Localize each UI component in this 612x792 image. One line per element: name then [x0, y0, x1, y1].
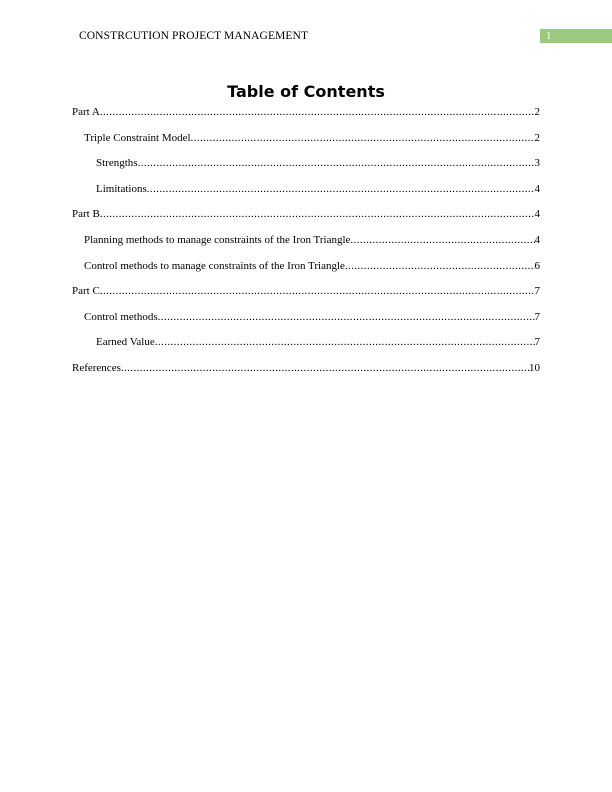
toc-entry-label: Earned Value [96, 336, 155, 349]
toc-entry-strengths[interactable] [96, 155, 540, 171]
dot-leader [121, 360, 529, 376]
toc-entry-page: 7 [534, 336, 540, 349]
toc-entry-label: Limitations [96, 182, 147, 195]
dot-leader [100, 206, 535, 222]
toc-entry-label: Part B [72, 208, 100, 221]
page-number: 1 [546, 30, 552, 42]
running-header-title: CONSTRCUTION PROJECT MANAGEMENT [79, 30, 309, 42]
toc-entry-label: Control methods to manage constraints of the Iron Triangle [84, 259, 345, 272]
dot-leader [191, 130, 535, 146]
dot-leader [155, 334, 535, 350]
toc-entry-limitations[interactable] [96, 181, 540, 197]
page-number-badge [540, 29, 612, 43]
dot-leader [158, 309, 535, 325]
toc-entry-control-methods[interactable] [84, 309, 540, 325]
toc-entry-control-methods-iron-triangle[interactable] [84, 258, 540, 274]
toc-entry-label: Strengths [96, 157, 138, 170]
toc-entry-page: 4 [534, 234, 540, 246]
toc-entry-label: References [72, 362, 121, 374]
toc-entry-label: Planning methods to manage constraints of the Iron Triangle [84, 234, 351, 246]
dot-leader [138, 155, 535, 171]
dot-leader [100, 104, 535, 120]
toc-entry-page: 2 [534, 106, 540, 118]
toc-entry-label: Part A [72, 106, 100, 118]
dot-leader [345, 258, 535, 274]
toc-entry-page: 3 [534, 157, 540, 170]
toc-entry-planning-methods[interactable] [84, 232, 540, 248]
toc-entry-page: 7 [534, 285, 540, 298]
toc-entry-page: 6 [534, 259, 540, 272]
dot-leader [100, 283, 535, 299]
toc-entry-references[interactable] [72, 360, 540, 376]
toc-title: Table of Contents [227, 82, 385, 101]
dot-leader [350, 232, 534, 248]
toc-entry-page: 4 [534, 182, 540, 195]
toc-entry-earned-value[interactable] [96, 334, 540, 350]
toc-entry-label: Part C [72, 285, 100, 298]
toc-entry-label: Triple Constraint Model [84, 131, 191, 144]
toc-entry-page: 7 [534, 310, 540, 323]
toc-entry-page: 10 [529, 362, 540, 374]
toc-entry-page: 4 [534, 208, 540, 221]
toc-entry-label: Control methods [84, 310, 158, 323]
toc-entry-part-c[interactable] [72, 283, 540, 299]
dot-leader [147, 181, 535, 197]
toc-entry-part-b[interactable] [72, 206, 540, 222]
toc-entry-triple-constraint-model[interactable] [84, 130, 540, 146]
toc-entry-page: 2 [534, 131, 540, 144]
toc-entry-part-a[interactable] [72, 104, 540, 120]
